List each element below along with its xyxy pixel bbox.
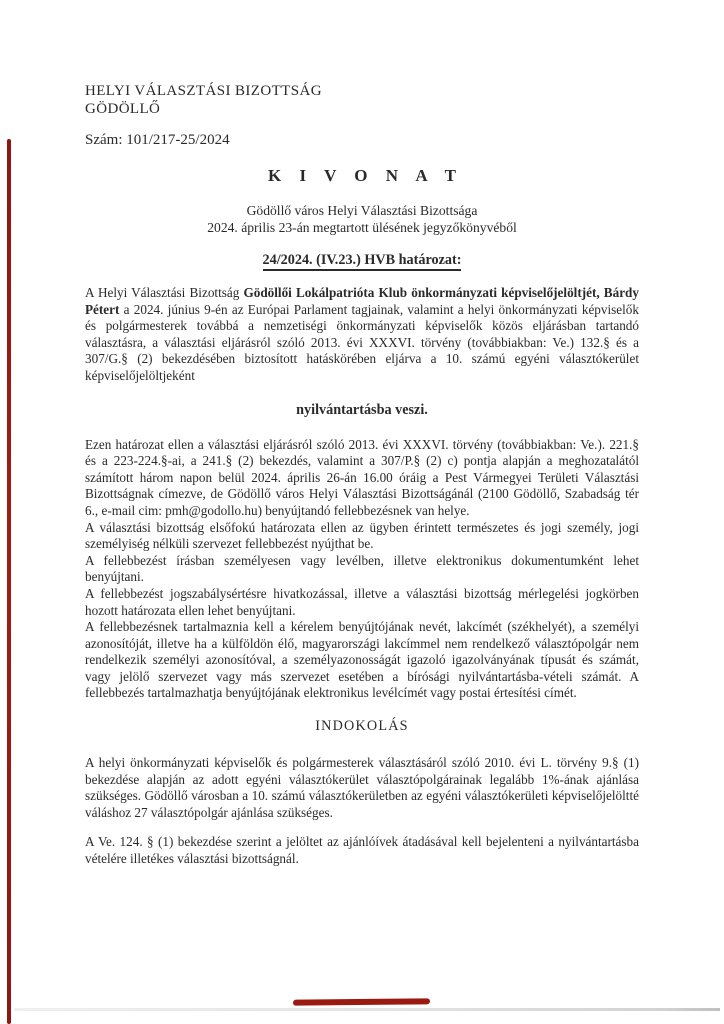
subtitle-line2: 2024. április 23-án megtartott ülésének jegyzőkönyvéből (207, 220, 517, 235)
section-indoklas-body (85, 755, 639, 868)
text-run: A fellebbezést jogszabálysértésre hivatkozással, illetve a választási bizottság mérlegelési jogkörben hozott határozata ellen lehet benyújtani. (85, 585, 639, 618)
scan-mark-bottom-red-line (293, 998, 430, 1005)
document-subtitle (85, 202, 639, 236)
document-content (85, 0, 639, 868)
indoklas-heading: INDOKOLÁS (315, 718, 409, 735)
body-paragraph (85, 755, 639, 821)
org-name-line2: GÖDÖLLŐ (85, 100, 161, 117)
text-run: A fellebbezést írásban személyesen vagy levélben, illetve elektronikus dokumentumként lehet benyújtani. (85, 552, 639, 585)
text-run: a 2024. június 9-én az Európai Parlament tagjainak, valamint a helyi önkormányzati képviselők és polgármesterek továbbá a nemzetiségi önkormányzati képviselők közös eljárásban tartandó választásra, a választási eljárásról szóló 2013. évi XXXVI. törvény (továbbiakban: Ve.) 132.§ és a 307/G.§ (2) bekezdésében biztosított hatáskörében eljárva a 10. számú egyéni választókerület képviselőjelöltjeként (85, 301, 639, 383)
body-paragraph (85, 553, 639, 586)
body-paragraph (85, 285, 639, 385)
body-paragraph (85, 834, 639, 867)
body-paragraph (85, 586, 639, 619)
section-appeal-info (85, 437, 639, 703)
scan-artifact-bottom-gray-line (14, 1008, 720, 1011)
bold-text-run: Gödöllői Lokálpatrióta Klub önkormányzati képviselőjelöltjét, Bárdy Pétert (85, 285, 639, 317)
body-paragraph (85, 520, 639, 553)
text-run: A helyi önkormányzati képviselők és polgármesterek választásáról szóló 2010. évi L. törvény 9.§ (1) bekezdése alapján az adott egyéni választókerület választópolgárainak legalább 1%-ának ajánlása szükséges. Gödöllő városban a 10. számú választókerületben az egyéni választókerületi képviselőjelöltté váláshoz 27 választópolgár ajánlása szükséges. (85, 755, 639, 820)
text-run: A fellebbezésnek tartalmaznia kell a kérelem benyújtójának nevét, lakcímét (székhelyét), a személyi azonosítóját, illetve ha a külföldön élő, magyarországi lakcímmel nem rendelkező választópolgár nem rendelkezik személyi azonosítóval, a személyazonosságát igazoló igazolványának típusát és számát, vagy jelölő szervezet vagy más szervezet esetében a bírósági nyilvántartásba-vételi számát. A fellebbezés tartalmazhatja benyújtójának elektronikus levélcímét vagy postai értesítési címét. (85, 619, 639, 701)
decision-heading (85, 251, 639, 269)
reference-number: Szám: 101/217-25/2024 (85, 132, 230, 148)
document-title: K I V O N A T (268, 166, 463, 185)
scan-mark-left-red-line (7, 139, 11, 1024)
section-decision-body (85, 285, 639, 385)
operative-clause: nyilvántartásba veszi. (296, 401, 428, 418)
text-run: A Helyi Választási Bizottság (85, 285, 244, 300)
org-name-line1: HELYI VÁLASZTÁSI BIZOTTSÁG (85, 83, 322, 99)
body-paragraph (85, 619, 639, 702)
text-run: A választási bizottság elsőfokú határozata ellen az ügyben érintett természetes és jogi személy, jogi személyiség nélküli szervezet fellebbezést nyújthat be. (85, 519, 639, 552)
text-run: Ezen határozat ellen a választási eljárásról szóló 2013. évi XXXVI. törvény (továbbiakban: Ve.). 221.§ és a 223-224.§-ai, a 241.§ (2) bekezdés, valamint a 307/P.§ (2) c) pontja alapján a meghozatalától számított három napon belül 2024. április 26-án 16.00 óráig a Pest Vármegyei Területi Választási Bizottságnak címezve, de Gödöllő város Helyi Választási Bizottságánál (2100 Gödöllő, Szabadság tér 6., e-mail cim: pmh@godollo.hu) benyújtandó fellebbezésnek van helye. (85, 436, 639, 518)
decision-heading-text: 24/2024. (IV.23.) HVB határozat: (263, 252, 462, 271)
body-paragraph (85, 437, 639, 520)
subtitle-line1: Gödöllő város Helyi Választási Bizottsága (246, 203, 478, 218)
text-run: A Ve. 124. § (1) bekezdése szerint a jelöltet az ajánlóívek átadásával kell bejelenteni a nyilvántartásba vételére illetékes választási bizottságnál. (85, 834, 639, 867)
